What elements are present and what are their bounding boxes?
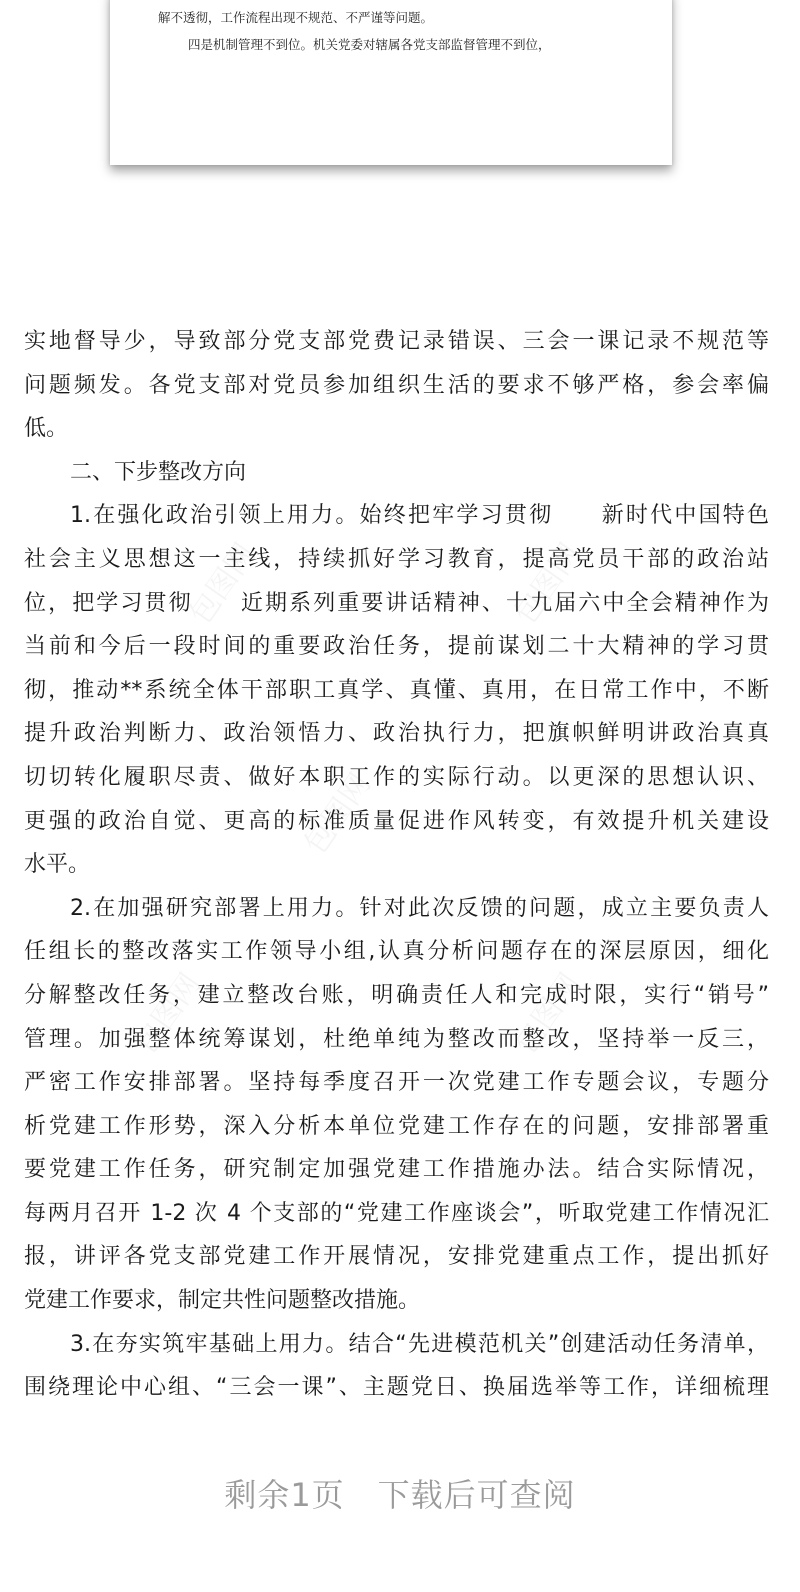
remaining-pages-notice[interactable]: 剩余1页 下载后可查阅	[224, 1476, 576, 1514]
body-line: 要党建工作任务，研究制定加强党建工作措施办法。结合实际情况，	[24, 1157, 769, 1183]
body-line: 任组长的整改落实工作领导小组,认真分析问题存在的深层原因，细化	[24, 939, 769, 965]
body-line: 每两月召开 1-2 次 4 个支部的“党建工作座谈会”，听取党建工作情况汇	[24, 1200, 769, 1226]
body-line: 彻，推动**系统全体干部职工真学、真懂、真用，在日常工作中，不断	[24, 677, 769, 703]
body-line: 1.在强化政治引领上用力。始终把牢学习贯彻 新时代中国特色	[70, 503, 769, 529]
body-line: 当前和今后一段时间的重要政治任务，提前谋划二十大精神的学习贯	[24, 634, 769, 660]
body-line: 围绕理论中心组、“三会一课”、主题党日、换届选举等工作，详细梳理	[24, 1375, 769, 1401]
body-line: 严密工作安排部署。坚持每季度召开一次党建工作专题会议，专题分	[24, 1070, 769, 1096]
body-line: 分解整改任务，建立整改台账，明确责任人和完成时限，实行“销号”	[24, 982, 769, 1008]
body-line: 切切转化履职尽责、做好本职工作的实际行动。以更深的思想认识、	[24, 764, 769, 790]
body-line: 党建工作要求，制定共性问题整改措施。	[24, 1288, 421, 1314]
document-preview-card	[110, 0, 672, 165]
body-line: 低。	[24, 416, 69, 442]
body-line: 更强的政治自觉、更高的标准质量促进作风转变，有效提升机关建设	[24, 808, 769, 834]
body-line: 问题频发。各党支部对党员参加组织生活的要求不够严格，参会率偏	[24, 372, 769, 398]
body-line: 2.在加强研究部署上用力。针对此次反馈的问题，成立主要负责人	[70, 895, 769, 921]
body-line: 3.在夯实筑牢基础上用力。结合“先进模范机关”创建活动任务清单，	[70, 1331, 769, 1357]
preview-line: 解不透彻，工作流程出现不规范、不严谨等问题。	[158, 10, 434, 25]
body-line: 报，讲评各党支部党建工作开展情况，安排党建重点工作，提出抓好	[24, 1244, 769, 1270]
body-line: 水平。	[24, 852, 91, 878]
body-line: 位，把学习贯彻 近期系列重要讲话精神、十九届六中全会精神作为	[24, 590, 769, 616]
preview-line: 四是机制管理不到位。机关党委对辖属各党支部监督管理不到位，	[188, 37, 551, 52]
body-line: 管理。加强整体统筹谋划，杜绝单纯为整改而整改，坚持举一反三，	[24, 1026, 769, 1052]
body-line: 析党建工作形势，深入分析本单位党建工作存在的问题，安排部署重	[24, 1113, 769, 1139]
body-line: 社会主义思想这一主线，持续抓好学习教育，提高党员干部的政治站	[24, 546, 769, 572]
body-line: 实地督导少，导致部分党支部党费记录错误、三会一课记录不规范等	[24, 329, 769, 354]
section-heading: 二、下步整改方向	[70, 459, 247, 485]
document-body	[24, 320, 769, 1410]
body-line: 提升政治判断力、政治领悟力、政治执行力，把旗帜鲜明讲政治真真	[24, 721, 769, 747]
